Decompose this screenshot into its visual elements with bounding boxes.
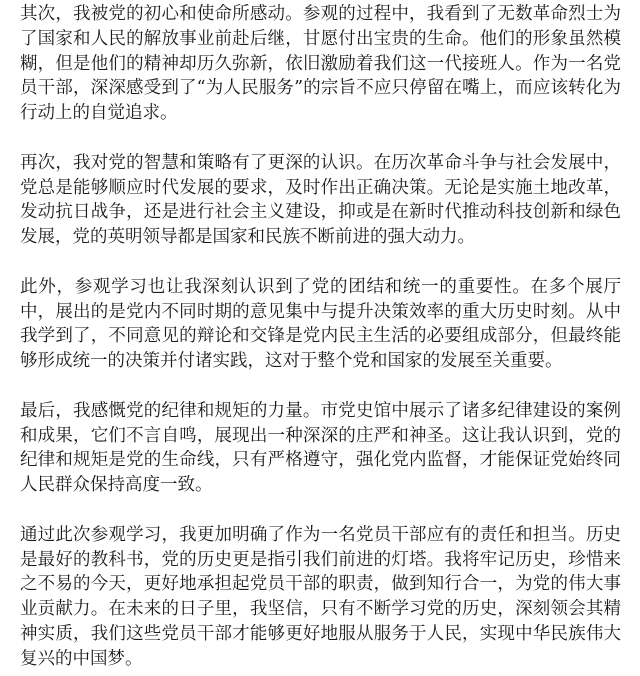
paragraph-unity: 此外，参观学习也让我深刻认识到了党的团结和统一的重要性。在多个展厅中，展出的是党内不同时期的意见集中与提升决策效率的重大历史时刻。从中我学到了，不同意见的辩论和交锋是党内民主生活的必要组成部分，但最终能够形成统一的决策并付诸实践，这对于整个党和国家的发展至关重要。	[20, 276, 621, 372]
paragraph-conclusion: 通过此次参观学习，我更加明确了作为一名党员干部应有的责任和担当。历史是最好的教科书，党的历史更是指引我们前进的灯塔。我将牢记历史，珍惜来之不易的今天，更好地承担起党员干部的职责，做到知行合一，为党的伟大事业贡献力。在未来的日子里，我坚信，只有不断学习党的历史，深刻领会其精神实质，我们这些党员干部才能够更好地服从服务于人民，实现中华民族伟大复兴的中国梦。	[20, 524, 621, 669]
paragraph-discipline: 最后，我感慨党的纪律和规矩的力量。市党史馆中展示了诸多纪律建设的案例和成果，它们不言自鸣，展现出一种深深的庄严和神圣。这让我认识到，党的纪律和规矩是党的生命线，只有严格遵守，强化党内监督，才能保证党始终同人民群众保持高度一致。	[20, 400, 621, 496]
paragraph-commitment: 其次，我被党的初心和使命所感动。参观的过程中，我看到了无数革命烈士为了国家和人民的解放事业前赴后继，甘愿付出宝贵的生命。他们的形象虽然模糊，但是他们的精神却历久弥新，依旧激励着我们这一代接班人。作为一名党员干部，深深感受到了“为人民服务”的宗旨不应只停留在嘴上，而应该转化为行动上的自觉追求。	[20, 4, 621, 124]
paragraph-wisdom: 再次，我对党的智慧和策略有了更深的认识。在历次革命斗争与社会发展中，党总是能够顺应时代发展的要求，及时作出正确决策。无论是实施土地改革，发动抗日战争，还是进行社会主义建设，抑或是在新时代推动科技创新和绿色发展，党的英明领导都是国家和民族不断前进的强大动力。	[20, 152, 621, 248]
